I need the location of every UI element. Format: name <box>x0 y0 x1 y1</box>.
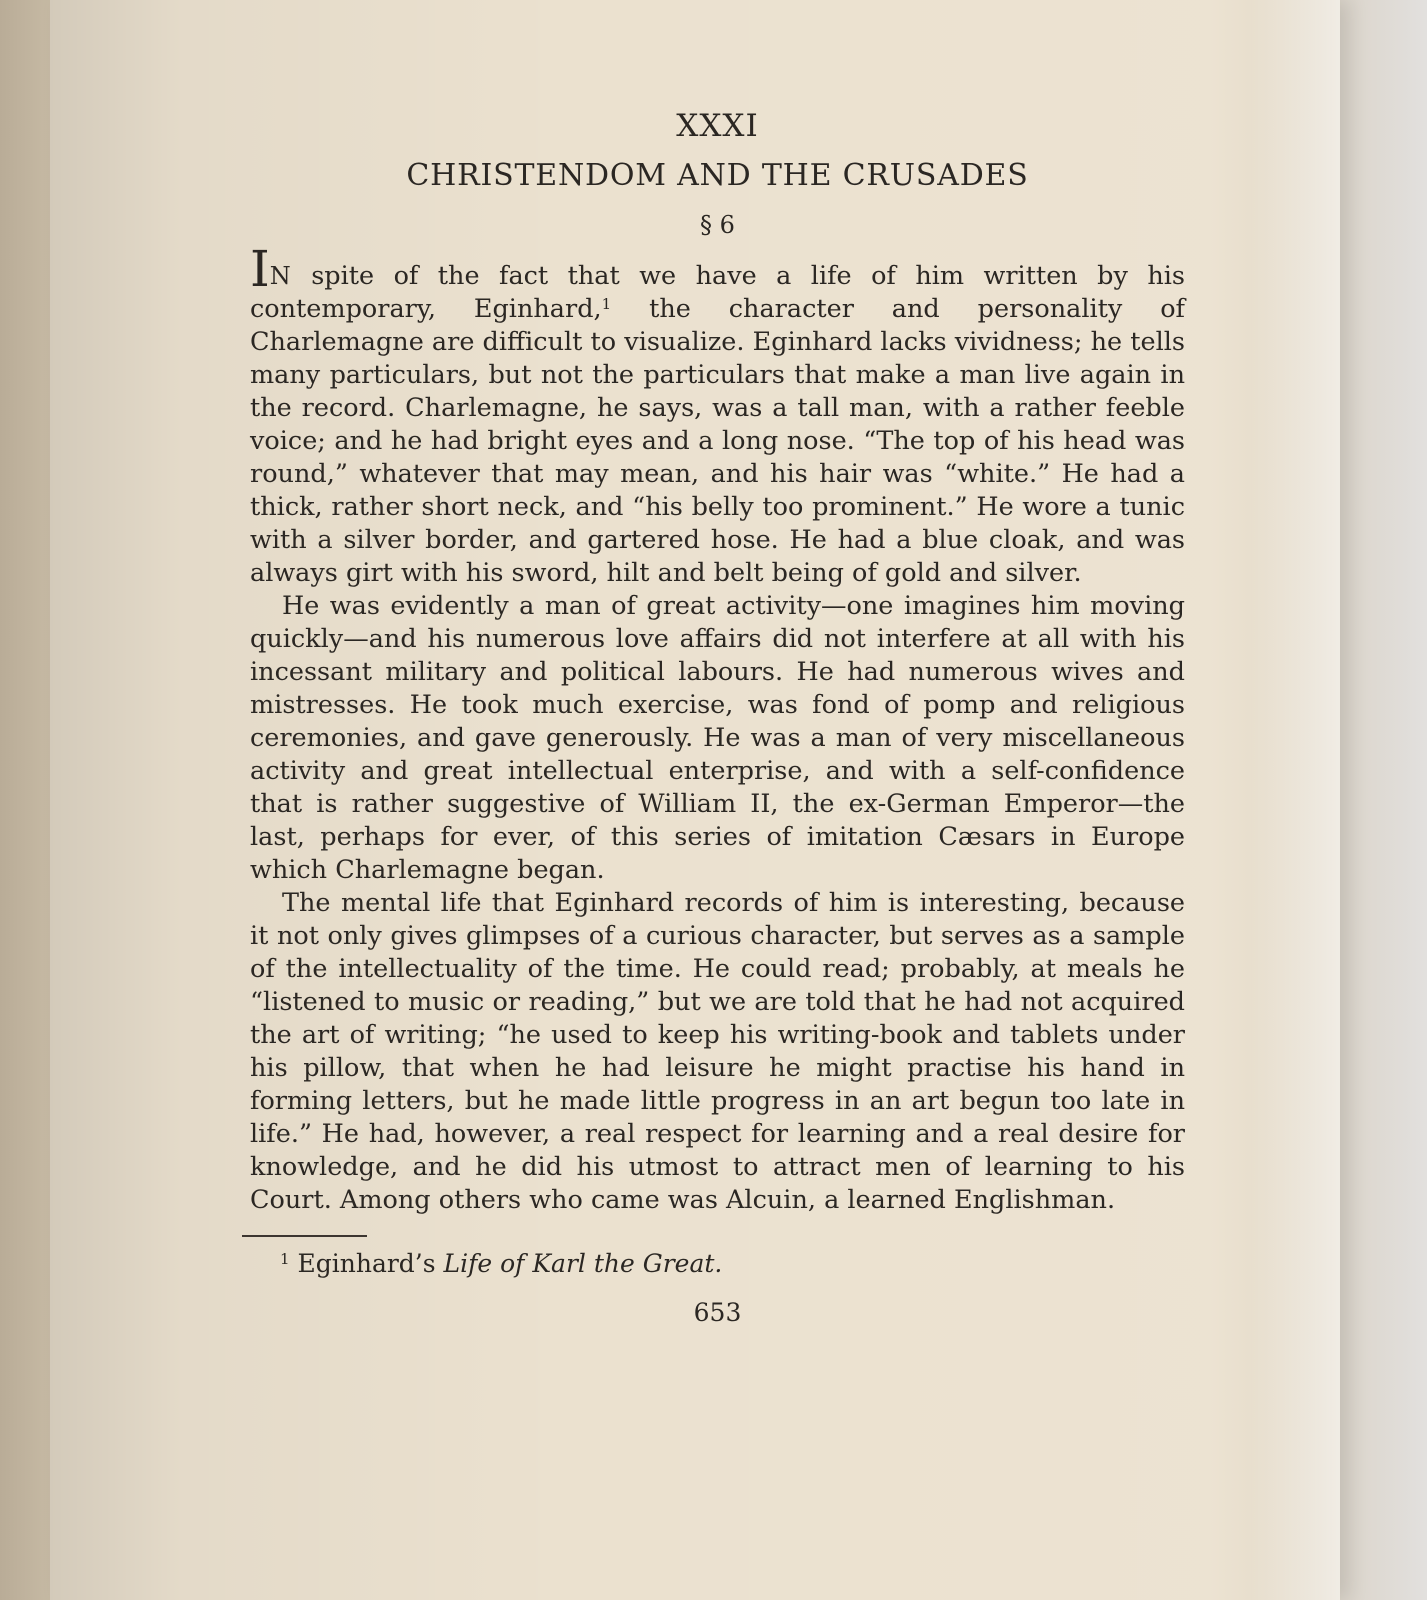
drop-cap: I <box>250 240 270 298</box>
paragraph-1-text-b: the character and personality of Charlemagne are difficult to visualize. Eginhard lacks vividness; he tells many particulars, but not the particulars that make a man live again in the record. Charlemagne, he says, was a tall man, with a rather feeble voice; and he had bright eyes and a long nose. “The top of his head was round,” whatever that may mean, and his hair was “white.” He had a thick, rather short neck, and “his belly too prominent.” He wore a tunic with a silver border, and gartered hose. He had a blue cloak, and was always girt with his sword, hilt and belt being of gold and silver. <box>250 294 1185 588</box>
footnote <box>280 1249 1185 1278</box>
chapter-number: XXXI <box>676 108 759 144</box>
footnote-mark: 1 <box>280 1249 290 1268</box>
footnote-title: Life of Karl the Great. <box>443 1248 723 1278</box>
chapter-title: CHRISTENDOM AND THE CRUSADES <box>406 158 1029 193</box>
paragraph-3: The mental life that Eginhard records of him is interesting, because it not only gives glimpses of a curious character, but serves as a sample of the intellectuality of the time. He could read; probably, at meals he “listened to music or reading,” but we are told that he had not acquired the art of writing; “he used to keep his writing-book and tablets under his pillow, that when he had leisure he might practise his hand in forming letters, but he made little progress in an art begun too late in life.” He had, however, a real respect for learning and a real desire for knowledge, and he did his utmost to attract men of learning to his Court. Among others who came was Alcuin, a learned Englishman. <box>250 888 1185 1215</box>
body-text <box>250 240 1185 1217</box>
small-cap-lead: N <box>269 262 292 290</box>
paragraph-1-text-a: spite of the fact that we have a life of him written by his contemporary, Eginhard, <box>250 261 1185 324</box>
page-number: 653 <box>693 1297 742 1327</box>
footnote-rule <box>242 1235 367 1237</box>
section-marker: § 6 <box>700 211 735 239</box>
page-content <box>250 108 1185 1327</box>
footnote-prefix: Eginhard’s <box>289 1248 444 1278</box>
paragraph-2: He was evidently a man of great activity—one imagines him moving quickly—and his numerous love affairs did not interfere at all with his incessant military and political labours. He had numerous wives and mistresses. He took much exercise, was fond of pomp and religious ceremonies, and gave generously. He was a man of very miscellaneous activity and great intellectual enterprise, and with a self-confidence that is rather suggestive of William II, the ex-German Emperor—the last, perhaps for ever, of this series of imitation Cæsars in Europe which Charlemagne began. <box>250 591 1185 885</box>
page-edge-shade <box>1250 0 1340 1600</box>
paragraph-1 <box>250 240 1185 590</box>
footnote-reference: 1 <box>601 295 612 313</box>
